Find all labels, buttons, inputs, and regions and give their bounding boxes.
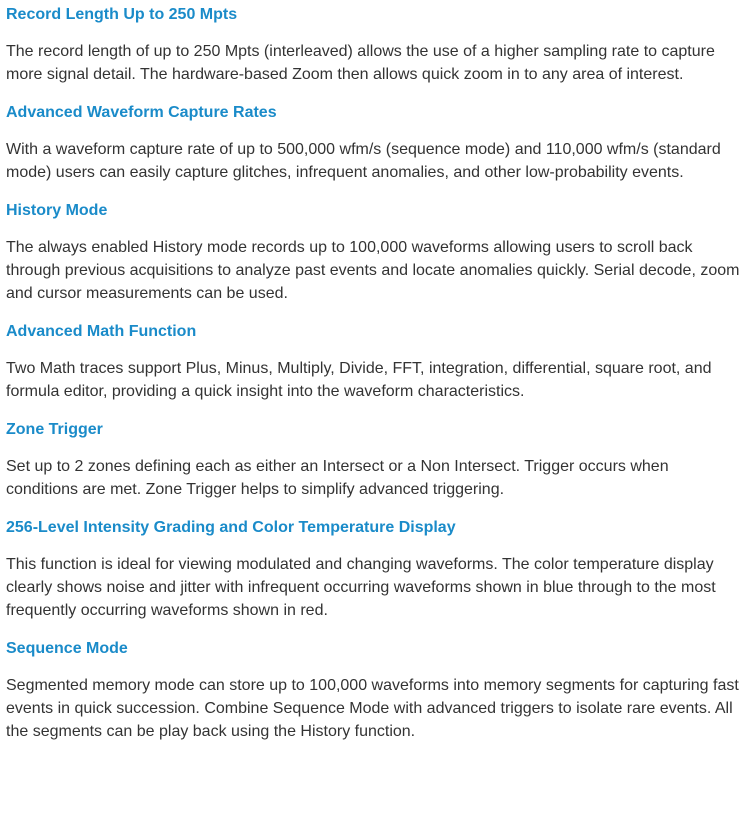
feature-description: Segmented memory mode can store up to 100,000 waveforms into memory segments for capturing fast events in quick succession. Combine Sequence Mode with advanced triggers to isolate rare events. All the segments can be play back using the History function. (6, 677, 739, 740)
feature-description: With a waveform capture rate of up to 500,000 wfm/s (sequence mode) and 110,000 wfm/s (standard mode) users can easily capture glitches, infrequent anomalies, and other low-probability events. (6, 141, 721, 181)
feature-title: Zone Trigger (6, 421, 103, 438)
feature-zone-trigger (6, 419, 740, 501)
feature-sequence-mode (6, 638, 740, 743)
feature-title: Record Length Up to 250 Mpts (6, 6, 238, 23)
feature-title: History Mode (6, 202, 108, 219)
feature-title: Advanced Math Function (6, 323, 197, 340)
feature-math-function (6, 321, 740, 403)
feature-capture-rates (6, 102, 740, 184)
feature-title: 256-Level Intensity Grading and Color Temperature Display (6, 519, 456, 536)
feature-title: Sequence Mode (6, 640, 128, 657)
feature-title: Advanced Waveform Capture Rates (6, 104, 277, 121)
feature-history-mode (6, 200, 740, 305)
feature-description: Two Math traces support Plus, Minus, Multiply, Divide, FFT, integration, differential, square root, and formula editor, providing a quick insight into the waveform characteristics. (6, 360, 712, 400)
feature-description: This function is ideal for viewing modulated and changing waveforms. The color temperature display clearly shows noise and jitter with infrequent occurring waveforms shown in blue through to the most frequently occurring waveforms shown in red. (6, 556, 716, 619)
feature-intensity-grading (6, 517, 740, 622)
feature-description: The always enabled History mode records up to 100,000 waveforms allowing users to scroll back through previous acquisitions to analyze past events and locate anomalies quickly. Serial decode, zoom and cursor measurements can be used. (6, 239, 740, 302)
feature-description: Set up to 2 zones defining each as either an Intersect or a Non Intersect. Trigger occurs when conditions are met. Zone Trigger helps to simplify advanced triggering. (6, 458, 669, 498)
feature-record-length (6, 4, 740, 86)
feature-description: The record length of up to 250 Mpts (interleaved) allows the use of a higher sampling rate to capture more signal detail. The hardware-based Zoom then allows quick zoom in to any area of interest. (6, 43, 715, 83)
